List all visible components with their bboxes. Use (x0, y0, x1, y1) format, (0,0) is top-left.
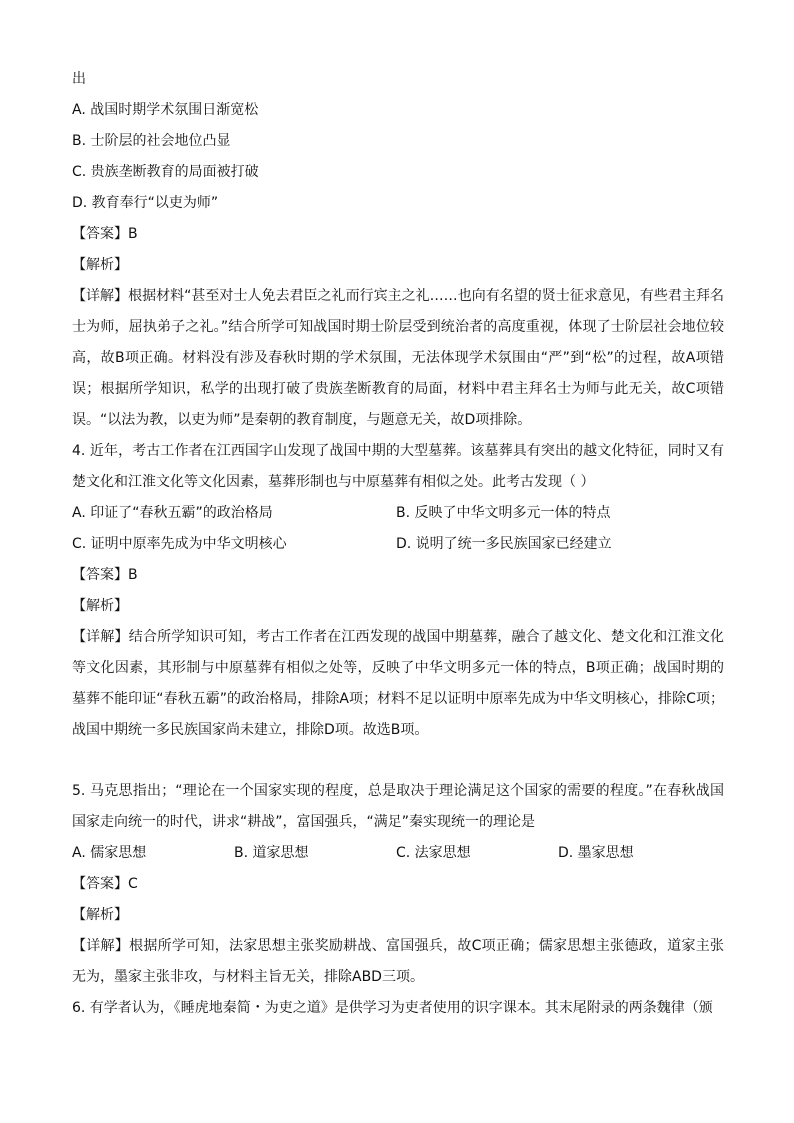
q5-analysis-label: 【解析】 (72, 907, 128, 923)
q5-option-a: A. 儒家思想 (72, 845, 147, 861)
q3-option-d: D. 教育奉行“以吏为师” (72, 195, 219, 211)
q4-answer: 【答案】B (72, 567, 138, 583)
q5-option-d: D. 墨家思想 (558, 845, 634, 861)
q4-detail: 【详解】结合所学知识可知，考古工作者在江西发现的战国中期墓葬，融合了越文化、楚文化和江淮文化等文化因素，其形制与中原墓葬有相似之处等，反映了中华文明多元一体的特点，B项正确；战国时期的墓葬不能印证“春秋五霸”的政治格局，排除A项；材料不足以证明中原率先成为中华文明核心，排除C项；战国中期统一多民族国家尚未建立，排除D项。故选B项。 (72, 629, 724, 738)
q4-option-a: A. 印证了“春秋五霸”的政治格局 (72, 505, 273, 521)
q5-stem: 5. 马克思指出；“理论在一个国家实现的程度，总是取决于理论满足这个国家的需要的程度。”在春秋战国国家走向统一的时代，讲求“耕战”，富国强兵，“满足”秦实现统一的理论是 (72, 783, 724, 830)
q3-analysis-label: 【解析】 (72, 257, 128, 273)
q4-options-row-1 (72, 498, 724, 529)
q3-option-a: A. 战国时期学术氛围日渐宽松 (72, 102, 259, 118)
section-spacer (72, 746, 724, 776)
q5-answer: 【答案】C (72, 876, 138, 892)
q5-option-c: C. 法家思想 (396, 845, 471, 861)
document-page (72, 64, 724, 1024)
q4-option-c: C. 证明中原率先成为中华文明核心 (72, 536, 287, 552)
q3-option-c: C. 贵族垄断教育的局面被打破 (72, 164, 259, 180)
q4-option-b: B. 反映了中华文明多元一体的特点 (396, 505, 611, 521)
q6-stem: 6. 有学者认为，《睡虎地秦简・为吏之道》是供学习为吏者使用的识字课本。其末尾附录的两条魏律（颁 (72, 1000, 713, 1016)
q4-analysis-label: 【解析】 (72, 598, 128, 614)
q4-options-row-2 (72, 529, 724, 560)
q5-option-b: B. 道家思想 (234, 845, 309, 861)
q5-options-row (72, 838, 724, 869)
q3-answer: 【答案】B (72, 226, 138, 242)
q3-option-b: B. 士阶层的社会地位凸显 (72, 133, 231, 149)
q4-stem: 4. 近年，考古工作者在江西国字山发现了战国中期的大型墓葬。该墓葬具有突出的越文化特征，同时又有楚文化和江淮文化等文化因素，墓葬形制也与中原墓葬有相似之处。此考古发现（ ） (72, 443, 724, 490)
q5-detail: 【详解】根据所学可知，法家思想主张奖励耕战、富国强兵，故C项正确；儒家思想主张德政，道家主张无为，墨家主张非攻，与材料主旨无关，排除ABD三项。 (72, 938, 724, 985)
q4-option-d: D. 说明了统一多民族国家已经建立 (396, 536, 612, 552)
q3-detail: 【详解】根据材料“甚至对士人免去君臣之礼而行宾主之礼……也向有名望的贤士征求意见，有些君主拜名士为师，屈执弟子之礼。”结合所学可知战国时期士阶层受到统治者的高度重视，体现了士阶层社会地位较高，故B项正确。材料没有涉及春秋时期的学术氛围，无法体现学术氛围由“严”到“松”的过程，故A项错误；根据所学知识，私学的出现打破了贵族垄断教育的局面，材料中君主拜名士为师与此无关，故C项错误。“以法为教，以吏为师”是秦朝的教育制度，与题意无关，故D项排除。 (72, 288, 724, 428)
q3-stem-tail: 出 (72, 71, 86, 87)
